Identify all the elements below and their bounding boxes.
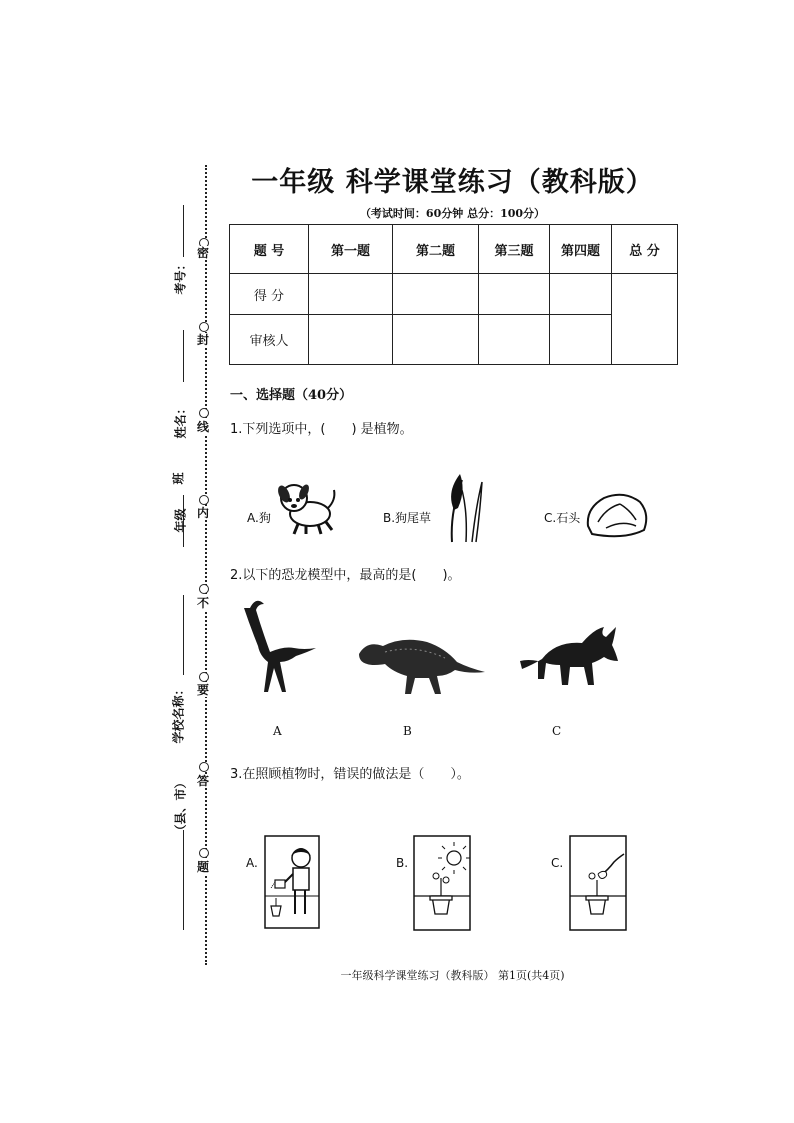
label-school: 学校名称： — [171, 683, 186, 744]
binding-hole — [199, 584, 209, 594]
score-cell[interactable] — [309, 274, 393, 315]
question-1: 1.下列选项中，( ) 是植物。 — [230, 422, 413, 437]
score-header-cell: 总 分 — [612, 225, 678, 274]
child-watering-image — [265, 836, 319, 928]
binding-hole — [199, 848, 209, 858]
q1-option-c: C.石头 — [544, 511, 581, 525]
binding-hole — [199, 408, 209, 418]
seal-char: 答 — [196, 774, 209, 788]
score-header-cell: 题 号 — [230, 225, 309, 274]
q2-option-b: B — [403, 724, 412, 738]
score-cell[interactable] — [550, 274, 612, 315]
q1-option-a: A.狗 — [247, 511, 271, 525]
section-heading: 一、选择题（40分） — [230, 388, 353, 403]
binding-hole — [199, 672, 209, 682]
page-subtitle: （考试时间：60分钟 总分：100分） — [359, 207, 546, 220]
label-grade: 年级 — [173, 508, 188, 533]
write-line-school — [183, 595, 184, 675]
q3-option-a: A. — [246, 856, 258, 870]
q3-option-b: B. — [396, 856, 409, 870]
score-cell[interactable] — [550, 315, 612, 365]
q1-option-b: B.狗尾草 — [383, 511, 432, 525]
write-line-exam-number — [183, 205, 184, 257]
seal-char: 题 — [196, 860, 209, 874]
seal-char: 封 — [196, 333, 209, 347]
plant-plucked-image — [570, 836, 626, 930]
score-header-cell: 第四题 — [550, 225, 612, 274]
score-header-cell: 第二题 — [393, 225, 479, 274]
seal-char: 内 — [196, 506, 209, 520]
dinosaur-b-image — [355, 632, 485, 696]
score-table — [229, 224, 678, 365]
write-line-county — [183, 830, 184, 930]
seal-char: 不 — [196, 596, 209, 610]
score-cell[interactable] — [393, 315, 479, 365]
score-cell[interactable] — [479, 274, 550, 315]
q2-option-c: C — [552, 724, 562, 738]
dinosaur-c-image — [520, 625, 620, 699]
score-header-cell: 第一题 — [309, 225, 393, 274]
question-3: 3.在照顾植物时，错误的做法是（ ）。 — [230, 767, 470, 782]
score-cell[interactable] — [309, 315, 393, 365]
score-cell[interactable] — [393, 274, 479, 315]
binding-hole — [199, 762, 209, 772]
question-2: 2.以下的恐龙模型中，最高的是( )。 — [230, 568, 461, 583]
page-title: 一年级 科学课堂练习（教科版） — [251, 167, 654, 198]
score-row-label: 得 分 — [230, 274, 309, 315]
plant-in-sun-image — [414, 836, 470, 930]
seal-char: 线 — [196, 420, 209, 434]
binding-dotted-line — [205, 165, 207, 965]
write-line-name — [183, 330, 184, 382]
label-name: 姓名： — [173, 402, 188, 439]
q2-option-a: A — [273, 724, 282, 738]
label-class: 班 — [171, 472, 186, 485]
q3-option-c: C. — [551, 856, 564, 870]
score-header-cell: 第三题 — [479, 225, 550, 274]
score-row-label: 审核人 — [230, 315, 309, 365]
dog-image — [272, 478, 338, 536]
label-county: （县、市） — [173, 776, 188, 837]
label-exam-number: 考号： — [173, 258, 188, 295]
seal-char: 密 — [196, 246, 209, 260]
binding-hole — [199, 322, 209, 332]
seal-char: 要 — [196, 683, 209, 697]
binding-hole — [199, 495, 209, 505]
stone-image — [586, 492, 648, 538]
page-footer: 一年级科学课堂练习（教科版） 第1页(共4页) — [340, 969, 565, 982]
foxtail-grass-image — [436, 470, 486, 542]
dinosaur-a-image — [244, 598, 318, 696]
score-total-cell[interactable] — [612, 274, 678, 365]
score-cell[interactable] — [479, 315, 550, 365]
